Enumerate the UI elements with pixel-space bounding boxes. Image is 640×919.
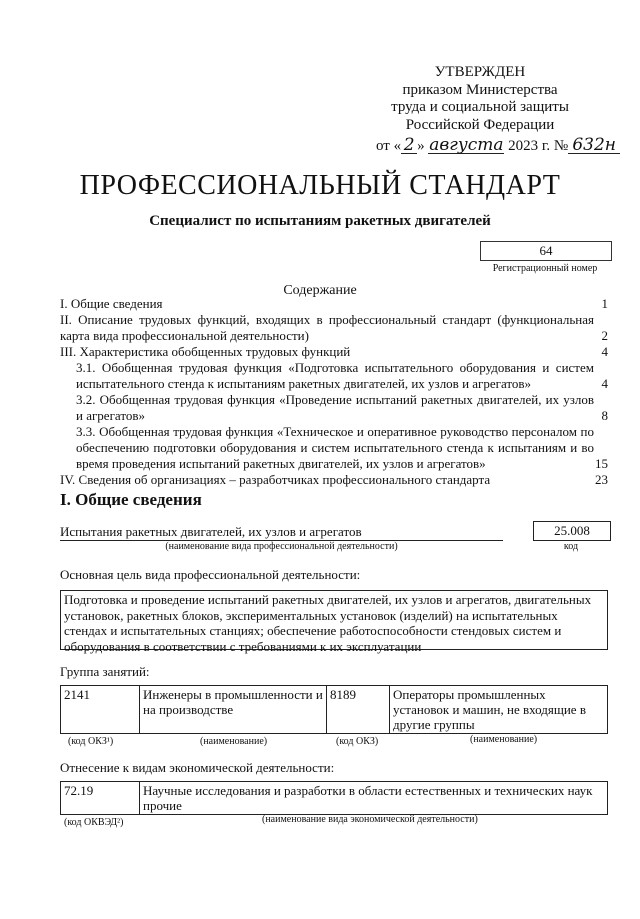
handwritten-day: 2	[401, 137, 417, 154]
toc-entry-text: 3.1. Обобщенная трудовая функция «Подготовка испытательного оборудования и систем испытательного стенда к испытаниям ракетных двигателей, их узлов и агрегатов»	[76, 360, 594, 391]
document-title: ПРОФЕССИОНАЛЬНЫЙ СТАНДАРТ	[79, 170, 561, 201]
activity-name: Испытания ракетных двигателей, их узлов и агрегатов	[60, 524, 503, 541]
toc-entry[interactable]	[60, 360, 608, 392]
date-year: 2023 г. №	[508, 138, 569, 154]
okz-code-cell: 8189	[327, 686, 390, 734]
handwritten-order-number: 632н	[568, 137, 620, 154]
toc-entry[interactable]	[60, 392, 608, 424]
toc-entry-text: III. Характеристика обобщенных трудовых функций	[60, 344, 351, 359]
toc-entry-page: 4	[601, 344, 608, 359]
toc-entry-text: IV. Сведения об организациях – разработчиках профессионального стандарта	[60, 472, 491, 487]
toc-entry-text: 3.3. Обобщенная трудовая функция «Техническое и оперативное руководство персоналом по обеспечению подготовки оборудования и систем испытательного стенда к испытаниям и во время проведения испытаний ракетных двигателей, их узлов и агрегатов»	[76, 424, 594, 471]
economic-activity-label: Отнесение к видам экономической деятельности:	[60, 760, 335, 775]
approval-line: труда и социальной защиты	[391, 99, 569, 115]
activity-code-box: 25.008	[533, 521, 611, 541]
goal-label: Основная цель вида профессиональной деятельности:	[60, 567, 361, 582]
okz-caption: (код ОКЗ¹)	[68, 736, 114, 747]
toc-entry-page: 8	[601, 408, 608, 423]
toc-entry-page: 23	[595, 472, 608, 487]
order-date-line	[376, 137, 620, 155]
approval-line: Российской Федерации	[405, 116, 555, 133]
document-subtitle: Специалист по испытаниям ракетных двигателей	[149, 213, 491, 229]
economic-activity-name-cell: Научные исследования и разработки в области естественных и технических наук прочие	[140, 782, 608, 815]
date-mid: »	[417, 138, 425, 154]
approval-block	[330, 64, 630, 134]
okved-code-cell: 72.19	[61, 782, 140, 815]
name-caption: (наименование)	[200, 736, 268, 747]
occupation-name-cell: Операторы промышленных установок и машин, не входящие в другие группы	[390, 686, 608, 734]
occupation-name-cell: Инженеры в промышленности и на производстве	[140, 686, 327, 734]
approval-line: УТВЕРЖДЕН	[434, 64, 526, 80]
okz-caption: (код ОКЗ)	[336, 736, 379, 747]
occupation-table	[60, 685, 608, 734]
toc-entry-text: 3.2. Обобщенная трудовая функция «Проведение испытаний ракетных двигателей, их узлов и агрегатов»	[76, 392, 594, 423]
goal-text-box: Подготовка и проведение испытаний ракетных двигателей, их узлов и агрегатов, двигательных установок, ракетных блоков, экспериментальных установок (изделий) на испытательных стендах и испытательных станциях; обеспечение работоспособности стендовых систем и оборудования в соответствии с требованиями к их эксплуатации	[60, 590, 608, 650]
toc-entry-text: II. Описание трудовых функций, входящих в профессиональный стандарт (функциональная карта вида профессиональной деятельности)	[60, 312, 594, 343]
economic-activity-table	[60, 781, 608, 815]
okved-caption: (код ОКВЭД²)	[64, 817, 124, 828]
activity-caption: (наименование вида профессиональной деятельности)	[165, 541, 398, 552]
toc-entry-page: 2	[601, 328, 608, 343]
toc-entry[interactable]	[60, 312, 608, 344]
toc-entry-text: I. Общие сведения	[60, 296, 163, 311]
toc-entry-page: 4	[601, 376, 608, 391]
approval-line: приказом Министерства	[402, 81, 558, 98]
registration-number-box: 64	[480, 241, 612, 261]
table-row	[61, 782, 608, 815]
section-heading: I. Общие сведения	[60, 490, 202, 509]
okz-code-cell: 2141	[61, 686, 140, 734]
toc-heading: Содержание	[283, 283, 357, 298]
toc-entry[interactable]	[60, 424, 608, 472]
occupation-group-label: Группа занятий:	[60, 664, 150, 679]
name-caption: (наименование)	[470, 734, 538, 745]
table-row	[61, 686, 608, 734]
table-of-contents	[60, 296, 608, 488]
toc-entry-page: 15	[595, 456, 608, 471]
economic-name-caption: (наименование вида экономической деятельности)	[262, 814, 478, 825]
handwritten-month: августа	[429, 135, 504, 155]
toc-entry[interactable]	[60, 296, 608, 312]
registration-number-label: Регистрационный номер	[492, 263, 598, 274]
toc-entry-page: 1	[601, 296, 608, 311]
date-prefix: от «	[376, 138, 402, 154]
toc-entry[interactable]	[60, 472, 608, 488]
activity-code-caption: код	[563, 541, 579, 552]
toc-entry[interactable]	[60, 344, 608, 360]
